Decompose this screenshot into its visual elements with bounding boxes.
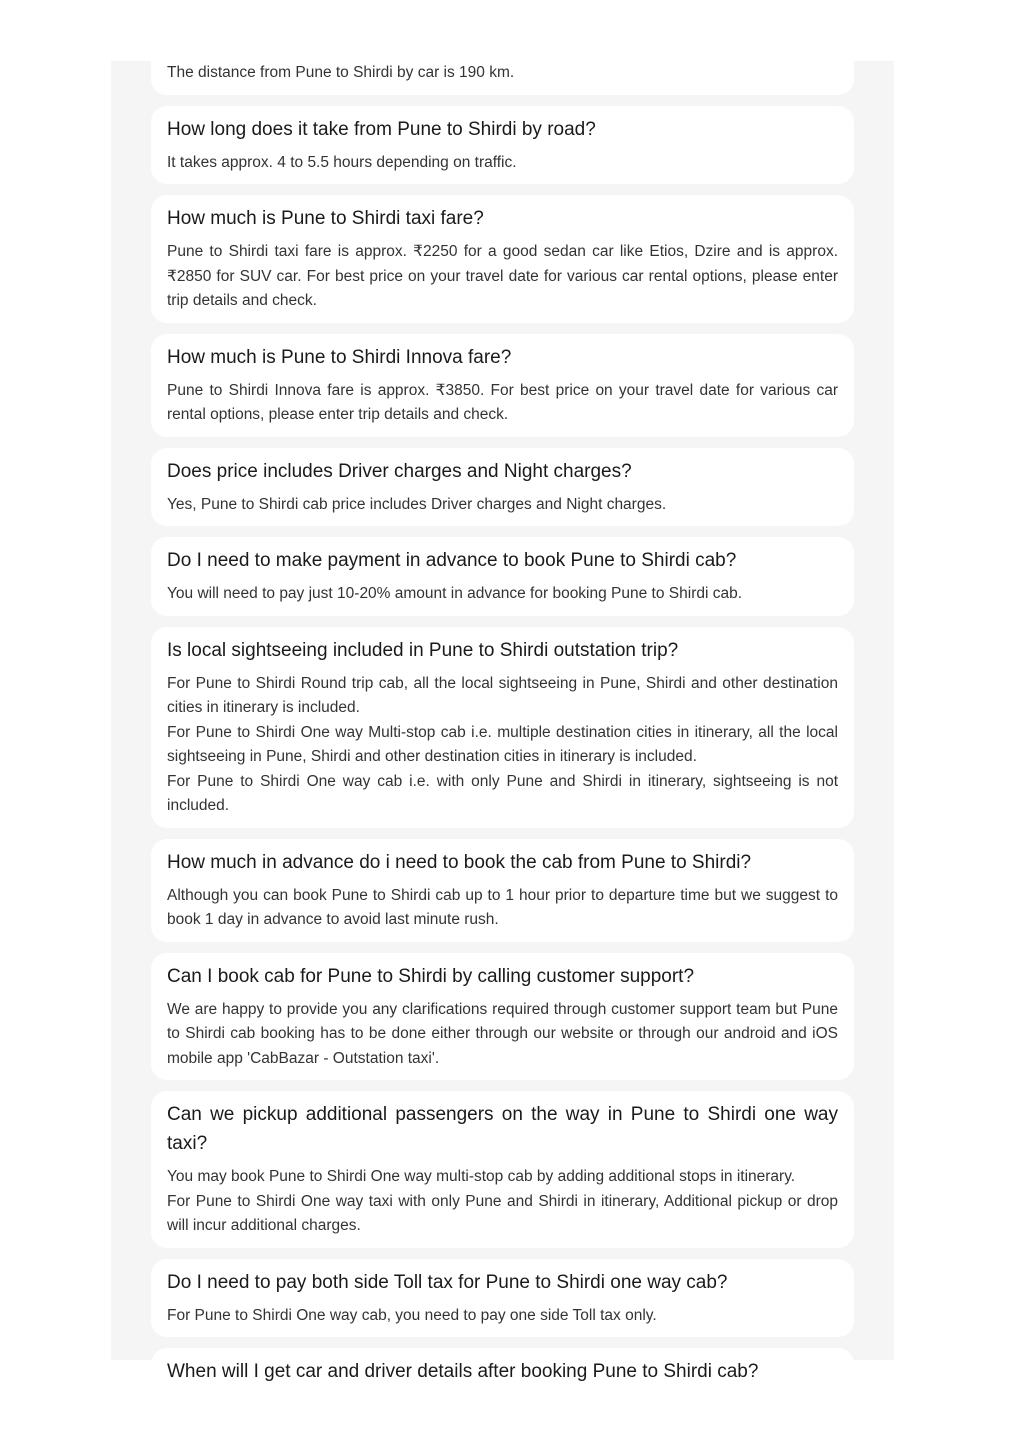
faq-answer-paragraph: Pune to Shirdi taxi fare is approx. ₹2250 for a good sedan car like Etios, Dzire and is approx. ₹2850 for SUV car. For best price on your travel date for various car rental options, please enter trip details and check. (167, 243, 838, 309)
faq-answer-paragraph: We are happy to provide you any clarifications required through customer support team but Pune to Shirdi cab booking has to be done either through our website or through our android and iOS mobile app 'CabBazar - Outstation taxi'. (167, 1000, 838, 1067)
faq-question[interactable]: How long does it take from Pune to Shirdi by road? (167, 118, 596, 140)
faq-question[interactable]: Does price includes Driver charges and Night charges? (167, 460, 632, 482)
faq-answer (167, 1393, 838, 1433)
faq-question[interactable]: Can I book cab for Pune to Shirdi by calling customer support? (167, 965, 695, 987)
faq-answer (167, 61, 838, 86)
faq-answer (167, 1165, 838, 1239)
faq-panel (111, 61, 894, 1382)
faq-item[interactable] (151, 448, 854, 527)
faq-item[interactable] (151, 1259, 854, 1338)
faq-item[interactable] (151, 1091, 854, 1248)
faq-item[interactable] (151, 195, 854, 323)
faq-item[interactable] (151, 627, 854, 828)
faq-answer-paragraph: You may book Pune to Shirdi One way multi-stop cab by adding additional stops in itinerary. (167, 1168, 796, 1185)
faq-answer (167, 1304, 838, 1329)
faq-answer-paragraph: Pune to Shirdi Innova fare is approx. ₹3850. For best price on your travel date for various car rental options, please enter trip details and check. (167, 381, 838, 423)
faq-answer (167, 493, 838, 518)
faq-item[interactable] (151, 839, 854, 942)
faq-answer (167, 151, 838, 176)
faq-answer-paragraph: For Pune to Shirdi One way cab i.e. with only Pune and Shirdi in itinerary, sightseeing is not included. (167, 772, 838, 814)
faq-question[interactable]: Do I need to pay both side Toll tax for Pune to Shirdi one way cab? (167, 1271, 728, 1293)
faq-question[interactable]: Do I need to make payment in advance to book Pune to Shirdi cab? (167, 550, 737, 571)
faq-answer (167, 379, 838, 428)
faq-question[interactable]: How much is Pune to Shirdi taxi fare? (167, 208, 484, 229)
faq-question[interactable]: Can we pickup additional passengers on the way in Pune to Shirdi one way taxi? (167, 1104, 838, 1154)
faq-item[interactable] (151, 537, 854, 616)
faq-question[interactable]: When will I get car and driver details after booking Pune to Shirdi cab? (167, 1361, 759, 1382)
faq-item[interactable] (151, 106, 854, 185)
faq-answer (167, 672, 838, 819)
faq-answer-paragraph: The distance from Pune to Shirdi by car is 190 km. (167, 64, 515, 81)
faq-item (151, 37, 854, 95)
faq-answer (167, 884, 838, 933)
faq-answer-paragraph: For Pune to Shirdi One way Multi-stop cab i.e. multiple destination cities in itinerary, all the local sightseeing in Pune, Shirdi and other destination cities in itinerary is included. (167, 723, 838, 765)
faq-list (151, 37, 854, 1453)
faq-question[interactable]: Is local sightseeing included in Pune to Shirdi outstation trip? (167, 639, 679, 661)
faq-answer-paragraph: Yes, Pune to Shirdi cab price includes Driver charges and Night charges. (167, 495, 667, 513)
faq-item[interactable] (151, 953, 854, 1081)
faq-answer-paragraph: You will need to pay just 10-20% amount in advance for booking Pune to Shirdi cab. (167, 585, 743, 602)
faq-answer (167, 998, 838, 1072)
faq-answer-paragraph: For Pune to Shirdi One way taxi with only Pune and Shirdi in itinerary, Additional pickup or drop will incur additional charges. (167, 1192, 838, 1234)
faq-answer-paragraph: For Pune to Shirdi One way cab, you need to pay one side Toll tax only. (167, 1306, 657, 1324)
faq-answer-paragraph: Although you can book Pune to Shirdi cab up to 1 hour prior to departure time but we suggest to book 1 day in advance to avoid last minute rush. (167, 886, 838, 928)
faq-answer-paragraph: It takes approx. 4 to 5.5 hours depending on traffic. (167, 153, 517, 171)
faq-answer-paragraph: For Pune to Shirdi Round trip cab, all the local sightseeing in Pune, Shirdi and other destination cities in itinerary is included. (167, 674, 838, 716)
faq-question[interactable]: How much is Pune to Shirdi Innova fare? (167, 346, 512, 368)
faq-answer (167, 240, 838, 314)
faq-answer (167, 582, 838, 607)
faq-item[interactable] (151, 334, 854, 437)
faq-item[interactable] (151, 1348, 854, 1442)
faq-question[interactable]: How much in advance do i need to book the cab from Pune to Shirdi? (167, 851, 752, 873)
